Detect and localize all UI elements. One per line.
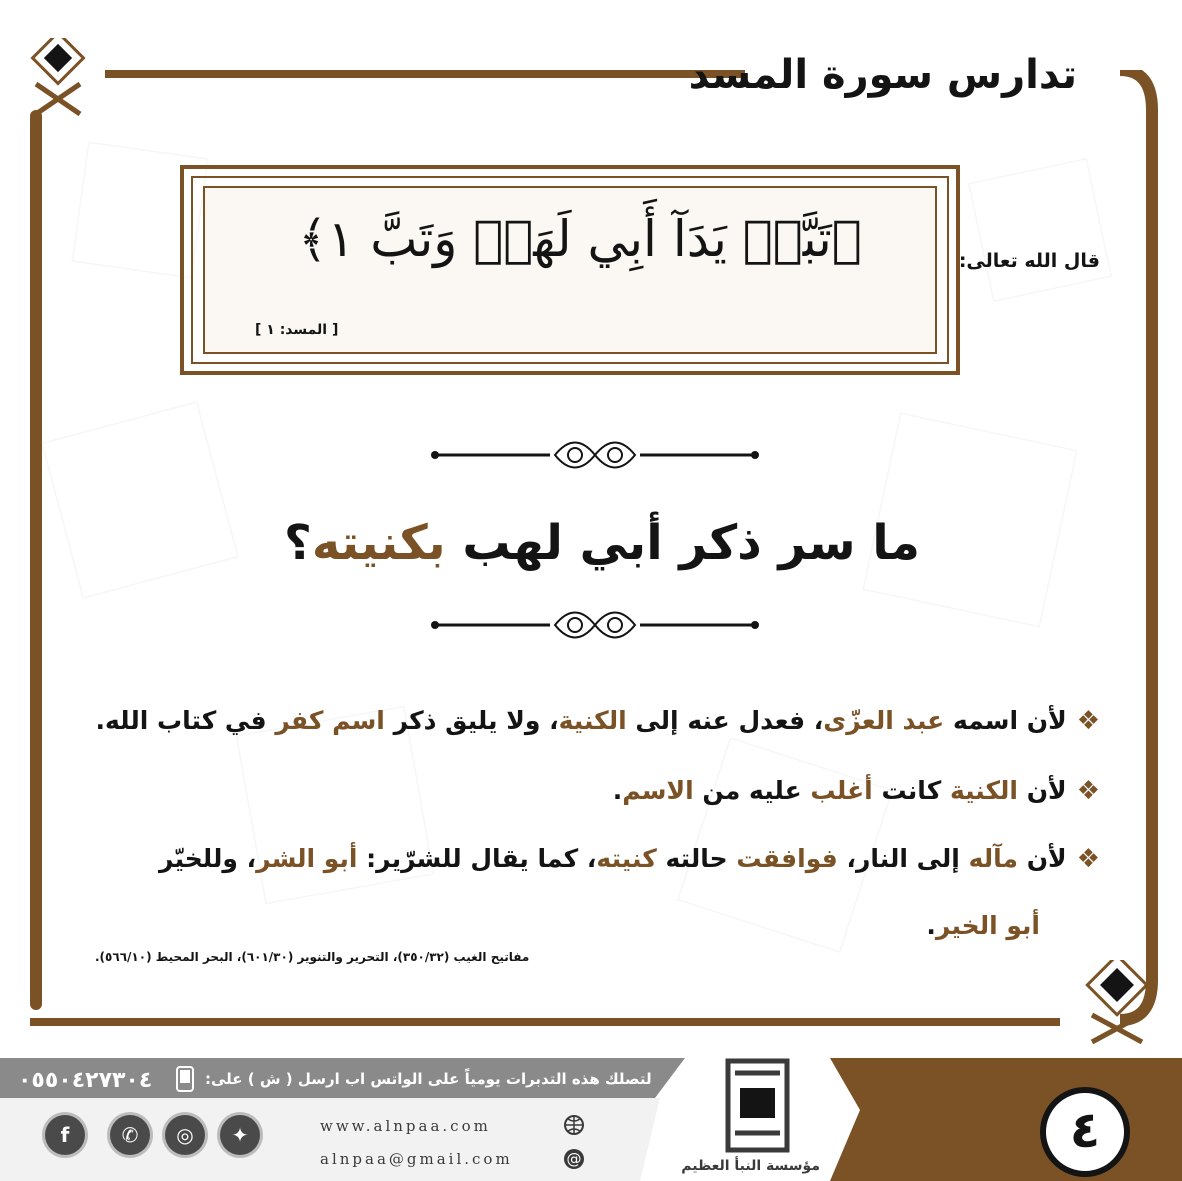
verse-reference: [ المسد: ١ ]	[255, 322, 339, 338]
point-text: إلى النار،	[837, 844, 969, 873]
bullet-icon: ❖	[1076, 706, 1100, 736]
verse-text: ﴿تَبَّتۡ يَدَآ أَبِي لَهَبٖ وَتَبَّ ١﴾	[298, 210, 862, 268]
highlighted-text: الكنية	[949, 776, 1019, 805]
highlighted-text: الاسم	[622, 776, 694, 805]
point-item	[159, 843, 1100, 877]
highlighted-text: كنيته	[596, 844, 657, 873]
highlighted-text: أبو الخير	[935, 911, 1040, 940]
globe-icon	[563, 1114, 585, 1136]
point-text: عليه من	[693, 776, 811, 805]
point-item	[95, 705, 1100, 739]
point-item	[926, 910, 1040, 943]
point-text: .	[612, 776, 623, 805]
email-link[interactable]: alnpaa@gmail.com	[320, 1150, 513, 1168]
subscribe-text: لتصلك هذه التدبرات يومياً على الواتس اب ارسل ( ش ) على:	[205, 1070, 652, 1088]
twitter-icon[interactable]: ✦	[220, 1115, 260, 1155]
bullet-icon: ❖	[1076, 844, 1100, 874]
highlighted-text: الكنية	[558, 706, 627, 735]
whatsapp-icon[interactable]: ✆	[110, 1115, 150, 1155]
bullet-icon: ❖	[1076, 776, 1100, 806]
facebook-icon[interactable]: f	[45, 1115, 85, 1155]
svg-text:@: @	[566, 1150, 582, 1168]
point-text: .	[926, 911, 936, 940]
points-list	[60, 0, 1100, 1000]
point-text: ، ولا يليق ذكر	[384, 706, 559, 735]
point-text: ، فعدل عنه إلى	[626, 706, 824, 735]
verse-intro: قال الله تعالى:	[958, 250, 1100, 272]
question-part1: ما سر ذكر أبي لهب	[445, 515, 920, 571]
point-text: ، وللخيّر	[159, 844, 257, 873]
org-name: مؤسسة النبأ العظيم	[681, 1158, 820, 1174]
phone-number[interactable]: ٠٥٥٠٤٢٧٣٠٤	[18, 1068, 153, 1093]
footer-bar	[0, 1040, 1182, 1181]
phone-icon	[175, 1066, 195, 1092]
instagram-icon[interactable]: ◎	[165, 1115, 205, 1155]
point-text: لأن	[1018, 844, 1067, 873]
at-icon	[563, 1148, 585, 1170]
point-text: لأن	[1018, 776, 1067, 805]
highlighted-text: أغلب	[810, 776, 873, 805]
highlighted-text: أبو الشر	[256, 844, 358, 873]
point-item	[613, 775, 1100, 809]
page-number: ٤	[1069, 1101, 1101, 1159]
sources-note: مفاتيح الغيب (٣٥٠/٣٢)، التحرير والتنوير (٦٠١/٣٠)، البحر المحيط (٥٦٦/١٠).	[95, 950, 530, 964]
point-text: ، كما يقال للشرّير:	[357, 844, 597, 873]
question-mark: ؟	[284, 515, 312, 571]
highlighted-text: اسم كفر	[275, 706, 385, 735]
page-title: تدارس سورة المسد	[688, 52, 1077, 98]
point-text: حالته	[656, 844, 737, 873]
highlighted-text: مآله	[968, 844, 1019, 873]
point-text: لأن اسمه	[944, 706, 1067, 735]
question-part2: بكنيته	[311, 515, 446, 571]
point-text: في كتاب الله.	[95, 706, 276, 735]
highlighted-text: عبد العزّى	[823, 706, 945, 735]
org-logo-icon	[725, 1058, 790, 1153]
point-text: كانت	[872, 776, 950, 805]
website-link[interactable]: www.alnpaa.com	[320, 1117, 491, 1135]
highlighted-text: فوافقت	[736, 844, 838, 873]
